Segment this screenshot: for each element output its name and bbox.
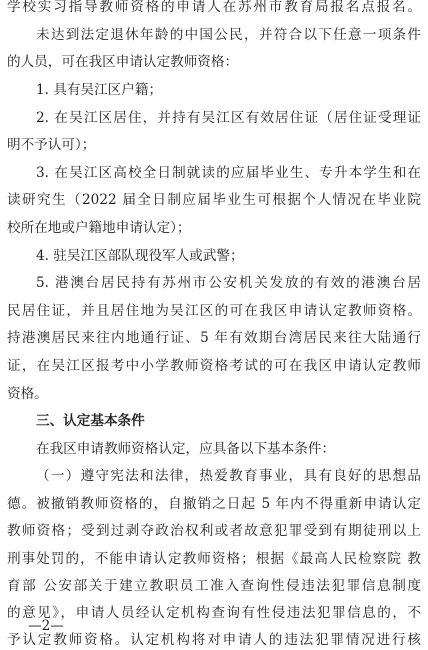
text-line: 在我区申请教师资格认定，应具备以下基本条件： [36, 441, 336, 457]
text-line: 教师资格；受到过剥夺政治权利或者故意犯罪受到有期徒刑以上 [7, 523, 421, 539]
text-line: 校所在地或户籍地申请认定）； [7, 220, 191, 236]
text-line: （一）遵守宪法和法律，热爱教育事业，具有良好的思想品 [36, 468, 421, 484]
text-line: 明不予认可）； [7, 137, 96, 153]
text-line: 的人员，可在我区申请认定教师资格： [7, 54, 239, 70]
text-line: 持港澳居民来往内地通行证、5 年有效期台湾居民来往大陆通行 [7, 330, 421, 346]
text-line: 资格。 [7, 386, 48, 402]
text-line: 予认定教师资格。认定机构将对申请人的违法犯罪情况进行核 [7, 632, 421, 648]
section-heading: 三、认定基本条件 [36, 413, 145, 429]
text-line: 证，在吴江区报考中小学教师资格考试的可在我区申请认定教师 [7, 358, 421, 374]
text-line: 育部 公安部关于建立教职员工准入查询性侵违法犯罪信息制度 [7, 578, 421, 594]
text-line: 学校实习指导教师资格的申请人在苏州市教育局报名点报名。 [7, 0, 421, 15]
text-line: 读研究生（2022 届全日制应届毕业生可根据个人情况在毕业院 [7, 192, 421, 208]
list-item: 4. 驻吴江区部队现役军人或武警； [36, 248, 244, 264]
list-item: 1. 具有吴江区户籍； [36, 82, 163, 98]
text-line: 民居住证，并且居住地为吴江区的可在我区申请认定教师资格。 [7, 303, 421, 319]
list-item: 3. 在吴江区高校全日制就读的应届毕业生、专升本学生和在 [36, 165, 421, 181]
text-line: 德。被撤销教师资格的，自撤销之日起 5 年内不得重新申请认定 [7, 496, 421, 512]
list-item: 5. 港澳台居民持有苏州市公安机关发放的有效的港澳台居 [36, 275, 421, 291]
page-number: —2— [28, 618, 64, 634]
text-line: 未达到法定退休年龄的中国公民，并符合以下任意一项条件 [36, 27, 421, 43]
text-line: 的意见》，申请人员经认定机构查询有性侵违法犯罪信息的，不 [7, 605, 421, 621]
list-item: 2. 在吴江区居住，并持有吴江区有效居住证（居住证受理证 [36, 110, 421, 126]
text-line: 刑事处罚的，不能申请认定教师资格；根据《最高人民检察院 教 [7, 551, 421, 567]
